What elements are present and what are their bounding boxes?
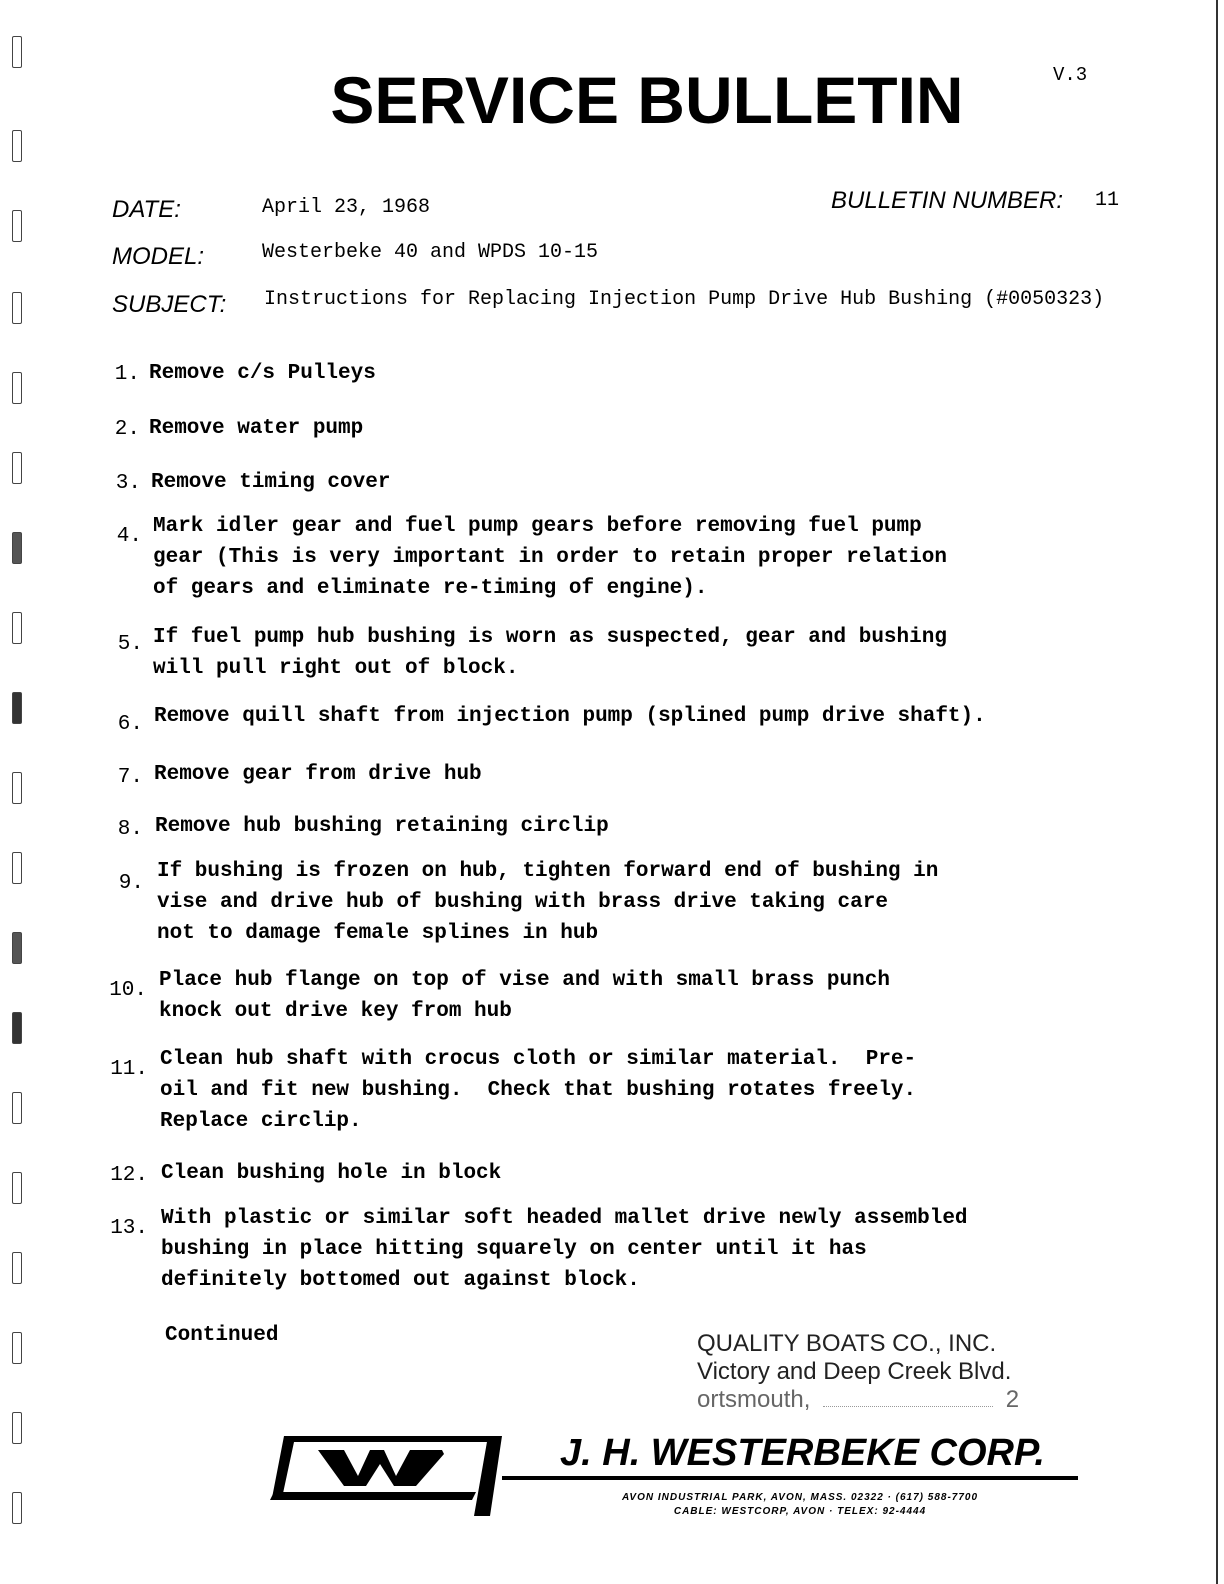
corp-address xyxy=(520,1492,1080,1517)
step-number: 9. xyxy=(118,872,144,895)
punch-hole xyxy=(12,1012,22,1044)
step-text: If fuel pump hub bushing is worn as suspected, gear and bushing will pull right out of block. xyxy=(153,626,947,680)
punch-hole xyxy=(12,932,22,964)
continued-note: Continued xyxy=(165,1324,279,1347)
step-text: Mark idler gear and fuel pump gears before removing fuel pump gear (This is very important in order to retain proper relation of gears and eliminate re-timing of engine). xyxy=(153,515,947,600)
punch-hole xyxy=(12,1492,22,1524)
step-text: Place hub flange on top of vise and with small brass punch knock out drive key from hub xyxy=(159,969,890,1023)
step-text: Remove quill shaft from injection pump (splined pump drive shaft). xyxy=(154,705,986,728)
punch-hole xyxy=(12,1332,22,1364)
step-number: 12. xyxy=(110,1164,148,1187)
step-number: 3. xyxy=(115,472,141,495)
footer-rule xyxy=(502,1476,1078,1480)
stamp-city-text: ortsmouth, xyxy=(697,1386,811,1413)
punch-hole xyxy=(12,372,22,404)
bulletin-number-value: 11 xyxy=(1095,189,1120,212)
punch-hole xyxy=(12,612,22,644)
punch-hole xyxy=(12,292,22,324)
model-value: Westerbeke 40 and WPDS 10-15 xyxy=(262,241,599,264)
step-text: Remove water pump xyxy=(149,417,364,440)
step-number: 10. xyxy=(109,979,147,1002)
subject-value: Instructions for Replacing Injection Pump Drive Hub Bushing (#0050323) xyxy=(264,288,1105,311)
step-text: If bushing is frozen on hub, tighten forward end of bushing in vise and drive hub of bushing with brass drive taking care not to damage female splines in hub xyxy=(157,860,939,945)
page-title: SERVICE BULLETIN xyxy=(330,63,964,137)
model-label: MODEL: xyxy=(112,243,205,270)
version-label: V.3 xyxy=(1053,64,1088,86)
step-number: 8. xyxy=(117,818,143,841)
step-text: With plastic or similar soft headed mallet drive newly assembled bushing in place hitting squarely on center until it has definitely bottomed out against block. xyxy=(161,1207,968,1292)
punch-hole xyxy=(12,1172,22,1204)
punch-hole xyxy=(12,1252,22,1284)
stamp-city xyxy=(697,1386,1019,1414)
step-number: 7. xyxy=(117,766,143,789)
punch-hole xyxy=(12,852,22,884)
step-number: 5. xyxy=(117,633,143,656)
address-line-2: CABLE: WESTCORP, AVON · TELEX: 92-4444 xyxy=(673,1506,927,1517)
step-text: Remove timing cover xyxy=(151,471,391,494)
step-number: 11. xyxy=(110,1058,148,1081)
punch-hole xyxy=(12,210,22,242)
step-number: 4. xyxy=(116,525,142,548)
stamp-city-end: 2 xyxy=(1005,1386,1020,1413)
dealer-stamp xyxy=(697,1330,1019,1414)
step-text: Clean bushing hole in block xyxy=(161,1162,502,1185)
punch-hole xyxy=(12,692,22,724)
date-value: April 23, 1968 xyxy=(262,196,431,219)
page-edge-line xyxy=(1216,0,1218,1584)
corp-name: J. H. WESTERBEKE CORP. xyxy=(560,1432,1045,1474)
address-line-1: AVON INDUSTRIAL PARK, AVON, MASS. 02322 · (617) 588-7700 xyxy=(621,1492,979,1503)
step-number: 13. xyxy=(110,1217,148,1240)
step-number: 2. xyxy=(114,418,140,441)
punch-hole xyxy=(12,532,22,564)
step-text: Clean hub shaft with crocus cloth or similar material. Pre- oil and fit new bushing. Check that bushing rotates freely. Replace circlip. xyxy=(160,1048,917,1133)
punch-hole xyxy=(12,452,22,484)
punch-hole xyxy=(12,1412,22,1444)
step-number: 1. xyxy=(114,363,140,386)
punch-hole xyxy=(12,772,22,804)
step-text: Remove c/s Pulleys xyxy=(149,362,376,385)
step-text: Remove gear from drive hub xyxy=(154,763,482,786)
step-number: 6. xyxy=(117,713,143,736)
westerbeke-logo-icon xyxy=(266,1428,516,1520)
step-text: Remove hub bushing retaining circlip xyxy=(155,815,609,838)
stamp-company: QUALITY BOATS CO., INC. xyxy=(697,1330,997,1357)
punch-hole xyxy=(12,1092,22,1124)
bulletin-number-label: BULLETIN NUMBER: xyxy=(831,187,1064,214)
date-label: DATE: xyxy=(112,196,181,223)
subject-label: SUBJECT: xyxy=(112,291,227,318)
stamp-faded-section xyxy=(823,1406,993,1407)
stamp-street: Victory and Deep Creek Blvd. xyxy=(697,1358,1012,1385)
